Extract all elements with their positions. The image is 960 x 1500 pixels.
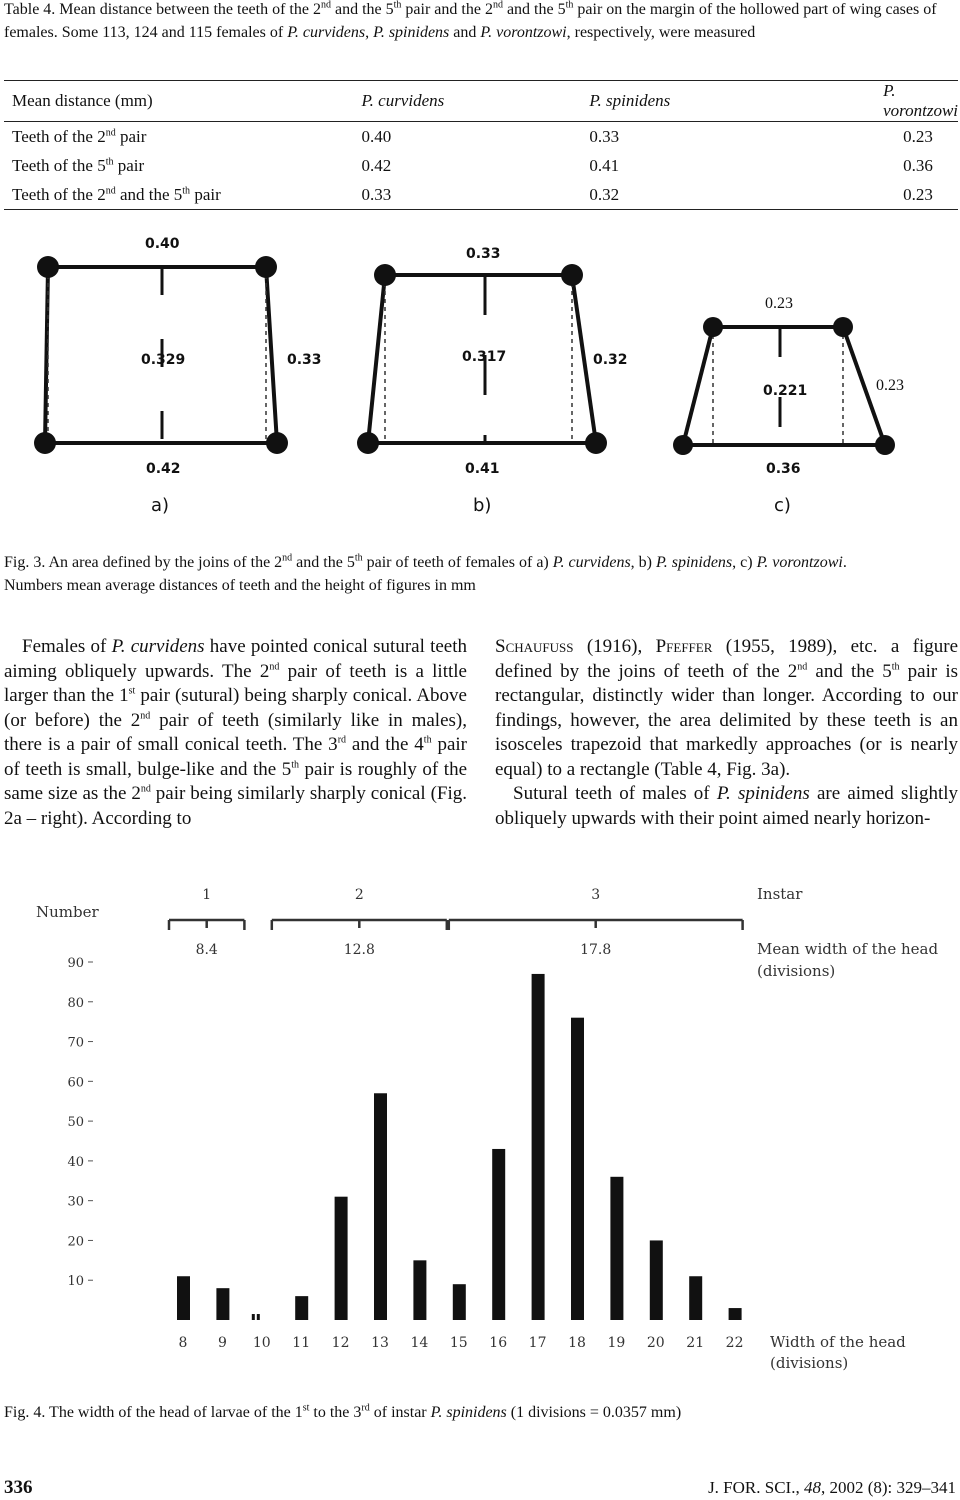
sup: th bbox=[891, 661, 900, 673]
instar-title: Instar bbox=[757, 885, 803, 903]
species-name: P. spinidens bbox=[430, 1404, 507, 1421]
x-tick-label: 18 bbox=[568, 1335, 586, 1351]
table-cell: 0.33 bbox=[361, 184, 392, 204]
citation-text: , 2002 (8): 329–341 bbox=[820, 1478, 956, 1497]
y-tick-label: 30 bbox=[67, 1194, 84, 1210]
body-text: Sutural teeth of males of bbox=[513, 783, 717, 804]
data-table bbox=[4, 80, 958, 210]
citation-text: J. FOR. SCI., bbox=[708, 1478, 804, 1497]
x-tick-label: 15 bbox=[449, 1335, 468, 1351]
right-edge bbox=[266, 267, 277, 443]
bar bbox=[216, 1288, 229, 1320]
body-text: pair being similarly sharply conical (Fig. 2a – right). According to bbox=[4, 783, 468, 829]
y-axis-label: Number bbox=[36, 903, 99, 921]
sup: nd bbox=[282, 552, 293, 564]
table-cell: 0.42 bbox=[361, 155, 392, 175]
x-tick-label: 12 bbox=[331, 1335, 350, 1351]
caption-text: of instar bbox=[369, 1404, 431, 1421]
body-text: (1955, 1989), etc. a figure defined by the joins of teeth of the 2 bbox=[495, 636, 958, 682]
bar bbox=[252, 1314, 255, 1320]
caption-text: , c) bbox=[732, 554, 757, 571]
instar-label: 3 bbox=[591, 887, 601, 903]
label-text: Teeth of the 2 bbox=[12, 184, 106, 204]
x-tick-label: 19 bbox=[607, 1335, 626, 1351]
table-caption bbox=[4, 0, 960, 44]
table-cell: 0.40 bbox=[361, 126, 392, 146]
y-tick-label: 20 bbox=[67, 1234, 84, 1250]
species-name: P. vorontzowi bbox=[883, 81, 959, 120]
species-name: P. spinidens bbox=[716, 783, 810, 804]
table-cell: 0.23 bbox=[903, 126, 933, 146]
caption-text: Fig. 3. An area defined by the joins of the 2 bbox=[4, 554, 283, 571]
instar-label: 1 bbox=[202, 887, 212, 903]
label-b-height: 0.317 bbox=[462, 349, 507, 365]
caption-text: pair and the 2 bbox=[401, 1, 493, 18]
body-right-column bbox=[495, 635, 958, 831]
x-tick-label: 13 bbox=[371, 1335, 389, 1351]
label-b: b) bbox=[473, 495, 492, 516]
body-text: and the 5 bbox=[807, 660, 892, 682]
bar bbox=[374, 1093, 387, 1320]
sup: nd bbox=[492, 0, 503, 11]
label-b-top: 0.33 bbox=[466, 246, 501, 262]
x-tick-label: 22 bbox=[725, 1335, 744, 1351]
label-a: a) bbox=[151, 495, 170, 516]
label-b-side: 0.32 bbox=[593, 352, 628, 368]
body-text: have pointed conical sutural teeth aiming obliquely upwards. The 2 bbox=[4, 636, 467, 682]
sup: nd bbox=[105, 126, 116, 138]
bar bbox=[295, 1296, 308, 1320]
caption-text: Numbers mean average distances of teeth and the height of figures in mm bbox=[4, 577, 476, 594]
species-name: P. curvidens bbox=[552, 554, 631, 571]
caption-text: (1 divisions = 0.0357 mm) bbox=[506, 1404, 682, 1421]
label-c-side: 0.23 bbox=[876, 377, 904, 394]
label-b-bottom: 0.41 bbox=[465, 461, 500, 477]
y-tick-label: 90 bbox=[67, 956, 84, 971]
mean-title: (divisions) bbox=[757, 962, 836, 980]
left-edge bbox=[683, 327, 713, 445]
author-name: Pfeffer bbox=[655, 636, 713, 657]
label-c-top: 0.23 bbox=[765, 295, 793, 312]
caption-text: Fig. 4. The width of the head of larvae of the 1 bbox=[4, 1404, 303, 1421]
table-header-row bbox=[4, 81, 958, 122]
body-left-column bbox=[4, 635, 467, 831]
x-tick-label: 17 bbox=[528, 1335, 547, 1351]
caption-text: , bbox=[365, 24, 374, 41]
species-name: P. spinidens bbox=[373, 24, 450, 41]
sup: nd bbox=[269, 661, 280, 673]
bar bbox=[532, 974, 545, 1320]
tooth-joint bbox=[833, 317, 853, 337]
body-text: (1916), bbox=[573, 636, 656, 657]
body-text: pair of teeth is small, bulge-like and the 5 bbox=[4, 734, 467, 780]
species-name: P. curvidens bbox=[287, 24, 366, 41]
species-name: P. spinidens bbox=[656, 554, 733, 571]
instar-mean-label: 8.4 bbox=[195, 942, 218, 958]
tooth-joint bbox=[374, 264, 396, 286]
header-cell: Mean distance (mm) bbox=[12, 91, 153, 110]
label-text: pair bbox=[115, 126, 147, 146]
table-cell: 0.36 bbox=[903, 155, 933, 175]
row-label bbox=[4, 122, 317, 152]
x-tick-label: 14 bbox=[410, 1335, 429, 1351]
instar-mean-label: 17.8 bbox=[580, 942, 612, 958]
journal-citation bbox=[708, 1478, 956, 1498]
row-label bbox=[4, 151, 317, 180]
body-text: pair of teeth (similarly like in males), there is a pair of small conical teeth. The 3 bbox=[4, 709, 467, 755]
bar bbox=[453, 1284, 466, 1320]
label-text: Teeth of the 2 bbox=[12, 126, 106, 146]
instar-mean-label: 12.8 bbox=[343, 942, 375, 958]
sup: nd bbox=[140, 710, 151, 722]
sup: th bbox=[393, 0, 402, 11]
label-text: pair bbox=[113, 155, 145, 175]
fig4-bar-chart bbox=[0, 870, 960, 1400]
bar bbox=[650, 1240, 663, 1320]
tooth-joint bbox=[34, 432, 56, 454]
tooth-joint bbox=[255, 256, 277, 278]
tooth-joint bbox=[37, 256, 59, 278]
y-tick-label: 10 bbox=[67, 1274, 84, 1290]
body-text: Females of bbox=[22, 636, 112, 657]
fig3-diagram bbox=[0, 225, 960, 525]
table-row bbox=[4, 122, 958, 152]
bar bbox=[729, 1308, 742, 1320]
species-name: P. curvidens bbox=[361, 91, 445, 110]
author-name: Schaufuss bbox=[495, 636, 574, 657]
sup: nd bbox=[320, 0, 331, 11]
body-text: are aimed slightly obliquely upwards with their point aimed nearly horizon- bbox=[495, 783, 959, 829]
caption-text: and bbox=[449, 24, 481, 41]
bar bbox=[335, 1197, 348, 1320]
header-cell bbox=[317, 81, 567, 122]
y-tick-label: 60 bbox=[67, 1075, 84, 1091]
tooth-joint bbox=[266, 432, 288, 454]
header-cell bbox=[795, 81, 958, 122]
left-edge bbox=[368, 275, 385, 443]
tooth-joint bbox=[673, 435, 693, 455]
sup: nd bbox=[140, 783, 151, 795]
body-text: pair is roughly of the same size as the 2 bbox=[4, 758, 468, 804]
caption-text: and the 5 bbox=[330, 1, 394, 18]
table-cell: 0.41 bbox=[589, 155, 620, 175]
paragraph bbox=[495, 635, 958, 782]
fig4-caption bbox=[4, 1401, 960, 1424]
sup: st bbox=[128, 685, 136, 697]
x-tick-label: 21 bbox=[686, 1335, 705, 1351]
sup: th bbox=[423, 734, 432, 746]
instar-label: 2 bbox=[354, 887, 364, 903]
label-a-top: 0.40 bbox=[145, 236, 180, 252]
x-tick-label: 10 bbox=[252, 1335, 271, 1351]
label-c: c) bbox=[774, 495, 791, 516]
sup: nd bbox=[797, 661, 808, 673]
fig3-caption bbox=[4, 551, 960, 597]
tooth-joint bbox=[585, 432, 607, 454]
caption-text: pair on the margin of the hollowed part of wing cases of females. Some 113, 124 and 115 females of bbox=[4, 1, 937, 41]
species-name: P. vorontzowi bbox=[480, 24, 567, 41]
caption-text: . bbox=[842, 554, 847, 571]
label-text: pair bbox=[190, 184, 221, 204]
label-a-height: 0.329 bbox=[141, 352, 186, 368]
sup: th bbox=[354, 552, 363, 564]
bar bbox=[571, 1018, 584, 1320]
sup: th bbox=[291, 759, 299, 771]
header-cell bbox=[567, 81, 795, 122]
species-name: P. spinidens bbox=[589, 91, 671, 110]
sup: th bbox=[105, 155, 114, 167]
tooth-joint bbox=[357, 432, 379, 454]
x-tick-label: 9 bbox=[217, 1335, 227, 1351]
y-tick-label: 50 bbox=[67, 1115, 84, 1131]
paragraph bbox=[495, 782, 958, 831]
sup: st bbox=[302, 1402, 310, 1414]
bar bbox=[413, 1260, 426, 1320]
label-c-height: 0.221 bbox=[763, 383, 808, 399]
label-a-side: 0.33 bbox=[287, 352, 322, 368]
caption-text: , b) bbox=[630, 554, 656, 571]
table-cell: 0.33 bbox=[589, 126, 620, 146]
tooth-joint bbox=[561, 264, 583, 286]
species-name: P. curvidens bbox=[111, 636, 205, 657]
tooth-joint bbox=[875, 435, 895, 455]
tooth-joint bbox=[703, 317, 723, 337]
sup: rd bbox=[337, 734, 347, 746]
bar bbox=[177, 1276, 190, 1320]
page-number: 336 bbox=[4, 1477, 33, 1498]
y-tick-label: 40 bbox=[67, 1154, 84, 1170]
x-tick-label: 11 bbox=[292, 1335, 311, 1351]
caption-text: , respectively, were measured bbox=[566, 24, 756, 41]
species-name: P. vorontzowi bbox=[756, 554, 843, 571]
label-text: and the 5 bbox=[115, 184, 183, 204]
x-tick-label: 8 bbox=[178, 1335, 188, 1351]
table-cell: 0.23 bbox=[903, 184, 933, 204]
sup: th bbox=[182, 184, 191, 196]
row-label bbox=[4, 180, 317, 210]
mean-title: Mean width of the head bbox=[757, 940, 939, 958]
caption-text: pair of teeth of females of a) bbox=[362, 554, 553, 571]
bar bbox=[492, 1149, 505, 1320]
caption-text: and the 5 bbox=[292, 554, 355, 571]
body-text: and the 4 bbox=[346, 734, 424, 755]
table-cell: 0.32 bbox=[589, 184, 620, 204]
caption-text: and the 5 bbox=[502, 1, 566, 18]
bar bbox=[257, 1314, 260, 1320]
body-text: pair is rectangular, distinctly wider than longer. According to our findings, however, the area delimited by these teeth is an isosceles trapezoid that markedly approaches (or is nearly equal) to a rectangle (Table 4, Fig. 3a). bbox=[495, 660, 958, 780]
body-text: pair of teeth is a little larger than the 1 bbox=[4, 660, 467, 706]
label-text: Teeth of the 5 bbox=[12, 155, 106, 175]
sup: rd bbox=[361, 1402, 370, 1414]
x-axis-label: (divisions) bbox=[770, 1354, 849, 1372]
volume: 48 bbox=[803, 1478, 821, 1497]
caption-text: to the 3 bbox=[309, 1404, 362, 1421]
body-text: pair (sutural) being sharply conical. Above (or before) the 2 bbox=[4, 685, 467, 731]
sup: nd bbox=[105, 184, 116, 196]
y-tick-label: 70 bbox=[67, 1035, 84, 1051]
label-c-bottom: 0.36 bbox=[766, 461, 801, 477]
x-axis-label: Width of the head bbox=[770, 1333, 906, 1351]
x-tick-label: 20 bbox=[646, 1335, 665, 1351]
table-row bbox=[4, 151, 958, 180]
label-a-bottom: 0.42 bbox=[146, 461, 181, 477]
caption-text: Table 4. Mean distance between the teeth of the 2 bbox=[4, 1, 321, 18]
table-row bbox=[4, 180, 958, 210]
x-tick-label: 16 bbox=[489, 1335, 508, 1351]
y-tick-label: 80 bbox=[67, 995, 84, 1011]
bar bbox=[689, 1276, 702, 1320]
sup: th bbox=[565, 0, 574, 11]
bar bbox=[610, 1177, 623, 1320]
